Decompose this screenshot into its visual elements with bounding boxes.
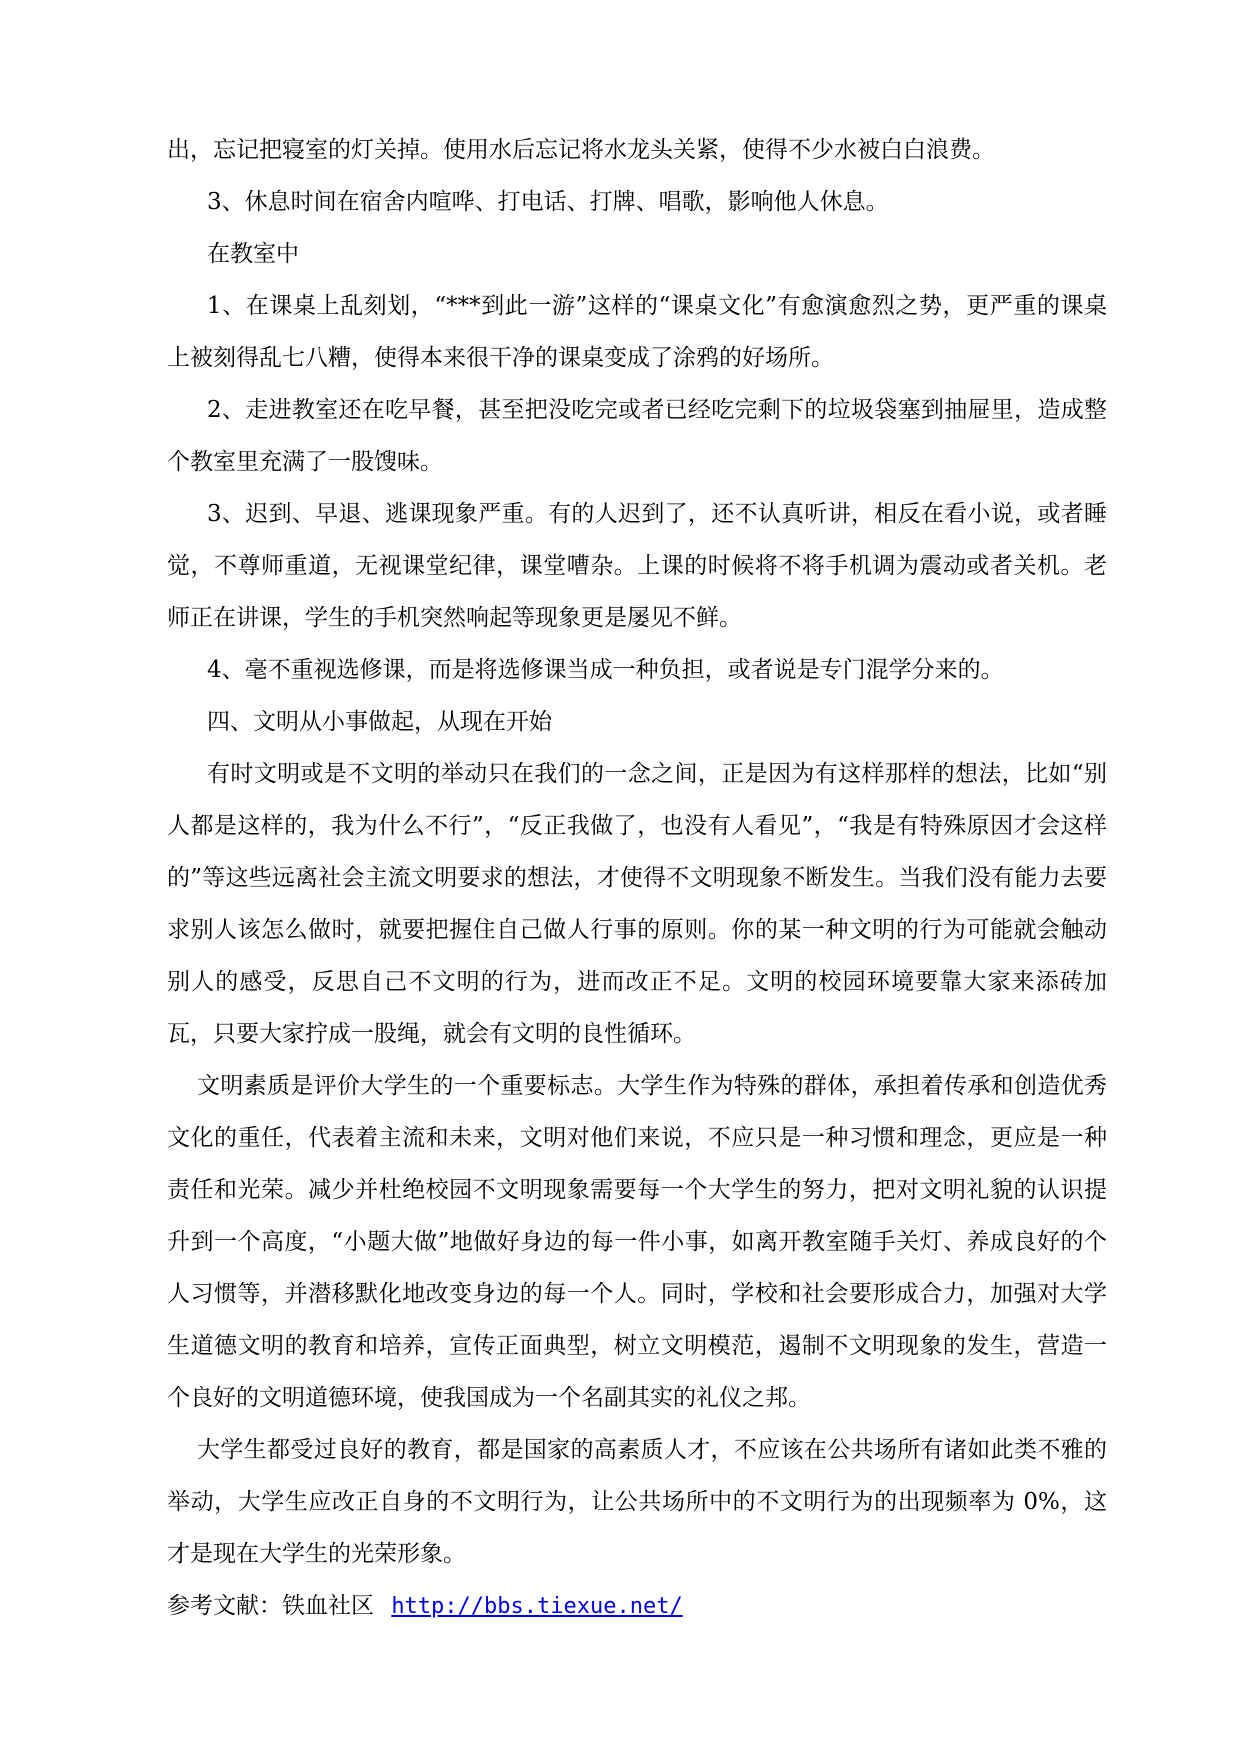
- paragraph-dorm-item-3: 3、休息时间在宿舍内喧哗、打电话、打牌、唱歌，影响他人休息。: [207, 189, 889, 215]
- reference-line: [167, 1580, 1107, 1633]
- paragraph-civility-mindset: 有时文明或是不文明的举动只在我们的一念之间，正是因为有这样那样的想法，比如“别人都是这样的，我为什么不行”，“反正我做了，也没有人看见”，“我是有特殊原因才会这样的”等这些远离社会主流文明要求的想法，才使得不文明现象不断发生。当我们没有能力去要求别人该怎么做时，就要把握住自己做人行事的原则。你的某一种文明的行为可能就会触动别人的感受，反思自己不文明的行为，进而改正不足。文明的校园环境要靠大家来添砖加瓦，只要大家拧成一股绳，就会有文明的良性循环。: [167, 761, 1107, 1047]
- paragraph-classroom-item-1: 1、在课桌上乱刻划，“***到此一游”这样的“课桌文化”有愈演愈烈之势，更严重的课桌上被刻得乱七八糟，使得本来很干净的课桌变成了涂鸦的好场所。: [167, 293, 1107, 371]
- reference-label: 参考文献：铁血社区: [167, 1593, 374, 1619]
- paragraph-civility-quality: 文明素质是评价大学生的一个重要标志。大学生作为特殊的群体，承担着传承和创造优秀文化的重任，代表着主流和未来，文明对他们来说，不应只是一种习惯和理念，更应是一种责任和光荣。减少并杜绝校园不文明现象需要每一个大学生的努力，把对文明礼貌的认识提升到一个高度，“小题大做”地做好身边的每一件小事，如离开教室随手关灯、养成良好的个人习惯等，并潜移默化地改变身边的每一个人。同时，学校和社会要形成合力，加强对大学生道德文明的教育和培养，宣传正面典型，树立文明模范，遏制不文明现象的发生，营造一个良好的文明道德环境，使我国成为一个名副其实的礼仪之邦。: [167, 1073, 1107, 1411]
- section-heading-classroom: 在教室中: [207, 241, 299, 267]
- document-body: [167, 124, 1107, 1580]
- paragraph-classroom-item-2: 2、走进教室还在吃早餐，甚至把没吃完或者已经吃完剩下的垃圾袋塞到抽屉里，造成整个教室里充满了一股馊味。: [167, 397, 1107, 475]
- paragraph-classroom-item-4: 4、毫不重视选修课，而是将选修课当成一种负担，或者说是专门混学分来的。: [207, 657, 1004, 683]
- paragraph-conclusion: 大学生都受过良好的教育，都是国家的高素质人才，不应该在公共场所有诸如此类不雅的举动，大学生应改正自身的不文明行为，让公共场所中的不文明行为的出现频率为 0%，这才是现在大学生的光荣形象。: [167, 1437, 1107, 1567]
- section-heading-four: 四、文明从小事做起，从现在开始: [207, 709, 552, 735]
- reference-link[interactable]: http://bbs.tiexue.net/: [391, 1594, 683, 1619]
- paragraph-continuation: 出，忘记把寝室的灯关掉。使用水后忘记将水龙头关紧，使得不少水被白白浪费。: [167, 137, 995, 163]
- paragraph-classroom-item-3: 3、迟到、早退、逃课现象严重。有的人迟到了，还不认真听讲，相反在看小说，或者睡觉，不尊师重道，无视课堂纪律，课堂嘈杂。上课的时候将不将手机调为震动或者关机。老师正在讲课，学生的手机突然响起等现象更是屡见不鲜。: [167, 501, 1107, 631]
